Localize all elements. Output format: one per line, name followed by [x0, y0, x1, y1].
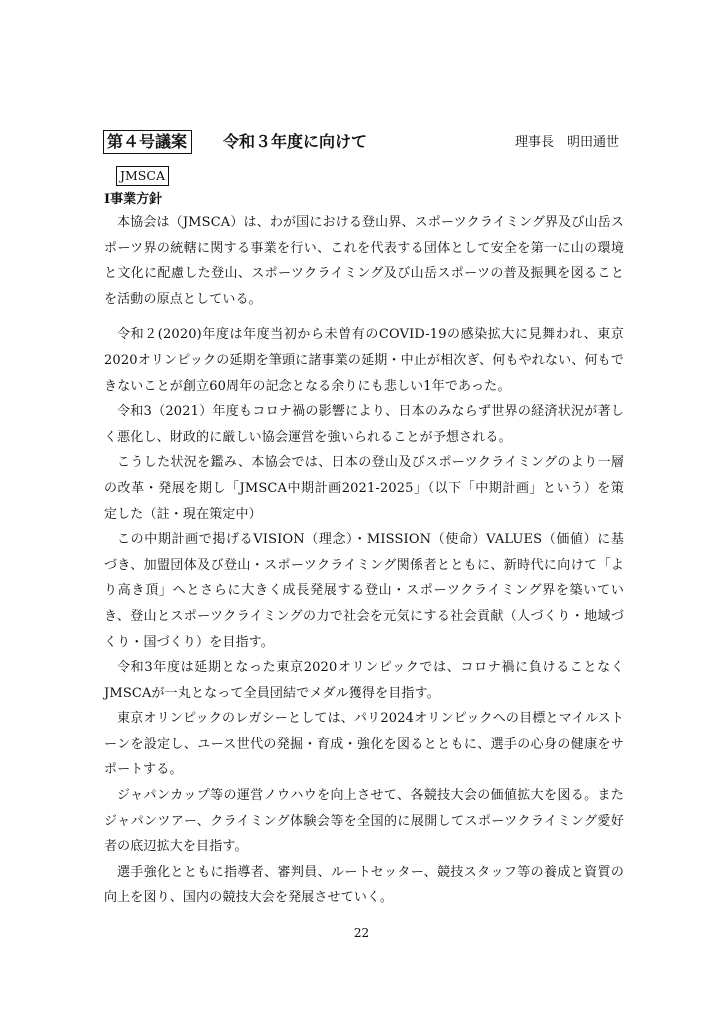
- paragraph-6: 令和3年度は延期となった東京2020オリンピックでは、コロナ禍に負けることなくJMSCAが一丸となって全員団結でメダル獲得を目指す。: [104, 660, 624, 701]
- agenda-title: 令和３年度に向けて: [223, 132, 368, 151]
- section-heading: Ⅰ事業方針: [104, 192, 163, 207]
- paragraph-3: 令和3（2021）年度もコロナ禍の影響により、日本のみならず世界の経済状況が著しく悪化し、財政的に厳しい協会運営を強いられることが予想される。: [104, 404, 624, 445]
- paragraph-2: 令和２(2020)年度は年度当初から未曽有のCOVID-19の感染拡大に見舞われ、東京2020オリンピックの延期を筆頭に諸事業の延期・中止が相次ぎ、何もやれない、何もできないことが創立60周年の記念となる余りにも悲しい1年であった。: [104, 327, 624, 394]
- header-row: [103, 130, 623, 156]
- organization-label: JMSCA: [116, 166, 169, 186]
- paragraph-4: こうした状況を鑑み、本協会では、日本の登山及びスポーツクライミングのより一層の改革・発展を期し「JMSCA中期計画2021-2025」（以下「中期計画」という）を策定した（註・現在策定中）: [104, 455, 624, 522]
- paragraph-7: 東京オリンピックのレガシーとしては、パリ2024オリンピックへの目標とマイルストーンを設定し、ユース世代の発掘・育成・強化を図るとともに、選手の心身の健康をサポートする。: [104, 711, 624, 778]
- page-number: 22: [353, 926, 370, 940]
- paragraph-9: 選手強化とともに指導者、審判員、ルートセッター、競技スタッフ等の養成と資質の向上を図り、国内の競技大会を発展させていく。: [104, 864, 624, 906]
- chairperson: 理事長 明田通世: [514, 135, 619, 150]
- body-text: [104, 210, 624, 911]
- paragraph-5: この中期計画で掲げるVISION（理念）・MISSION（使命）VALUES（価値）に基づき、加盟団体及び登山・スポーツクライミング関係者とともに、新時代に向けて「より高き頂」へとさらに大きく成長発展する登山・スポーツクライミング界を築いていき、登山とスポーツクライミングの力で社会を元気にする社会貢献（人づくり・地域づくり・国づくり）を目指す。: [104, 532, 624, 650]
- paragraph-1: 本協会は（JMSCA）は、わが国における登山界、スポーツクライミング界及び山岳スポーツ界の統轄に関する事業を行い、これを代表する団体として安全を第一に山の環境と文化に配慮した登山、スポーツクライミング及び山岳スポーツの普及振興を図ることを活動の原点としている。: [104, 215, 624, 307]
- agenda-number: 第４号議案: [103, 130, 192, 154]
- paragraph-8: ジャパンカップ等の運営ノウハウを向上させて、各競技大会の価値拡大を図る。またジャパンツアー、クライミング体験会等を全国的に展開してスポーツクライミング愛好者の底辺拡大を目指す。: [104, 788, 624, 855]
